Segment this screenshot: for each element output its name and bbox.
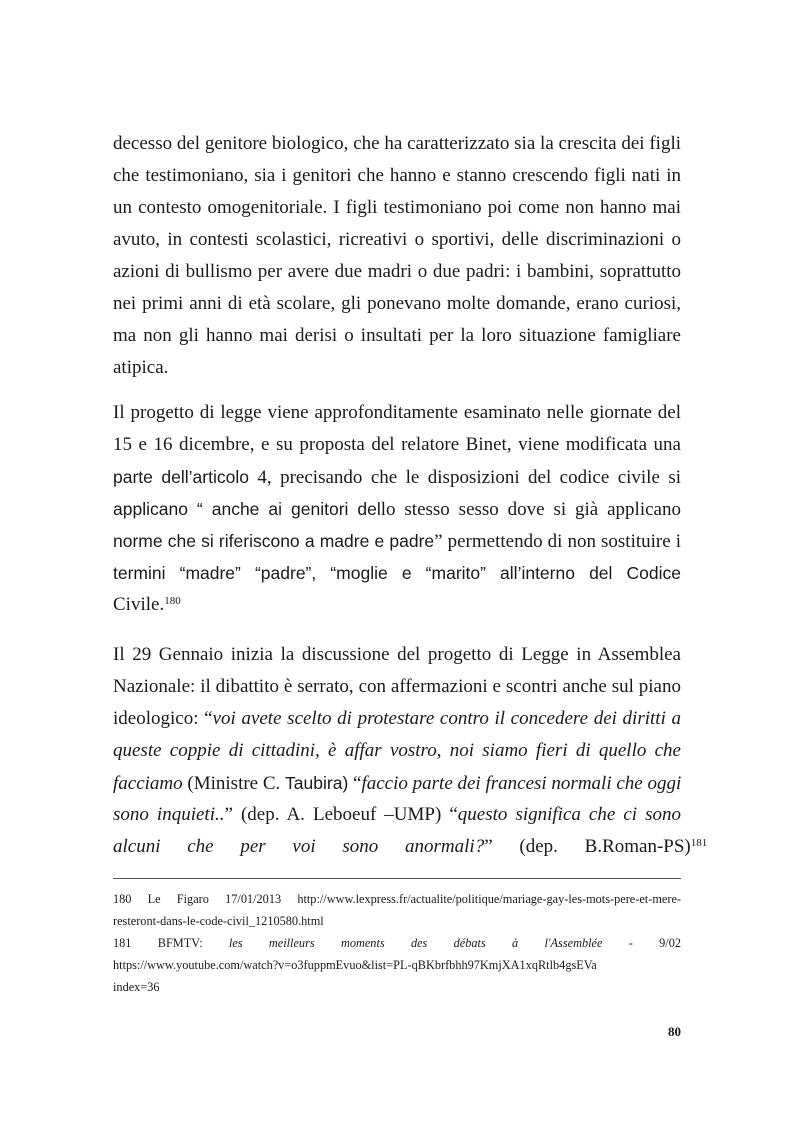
text-run: ” permettendo di non sostituire i (434, 531, 681, 552)
text-line (113, 831, 708, 863)
text-line (113, 799, 681, 831)
text-run: ” (dep. B.Roman-PS) (484, 836, 691, 857)
text-line: un contesto omogenitoriale. I figli testimoniano poi come non hanno mai (113, 197, 681, 218)
quotation: facciamo (113, 773, 183, 794)
quotation: voi avete scelto di protestare contro il concedere dei diritti a (212, 708, 681, 729)
page-number: 80 (668, 1024, 681, 1039)
text-run: (Ministre C. (182, 773, 286, 794)
text-line: Il 29 Gennaio inizia la discussione del progetto di Legge in Assemblea (113, 644, 681, 665)
speaker-name: Taubira) (285, 773, 349, 793)
text-line (113, 703, 681, 735)
text-line (113, 493, 681, 525)
text-line (113, 461, 681, 493)
footnote-date: - 9/02 (628, 936, 681, 950)
footnote-181-url[interactable]: https://www.youtube.com/watch?v=o3fuppmEvuo&list=PL-qBKbrfbhh97KmjXA1xqRtlb4gsEVa (113, 958, 597, 972)
text-run: “ (348, 773, 362, 794)
inline-quote-text: parte dell’articolo (113, 467, 249, 487)
text-line: Nazionale: il dibattito è serrato, con affermazioni e scontri anche sul piano (113, 676, 681, 697)
footnote-ref-180[interactable]: 180 (164, 595, 181, 607)
text-line: decesso del genitore biologico, che ha caratterizzato sia la crescita dei figli (113, 133, 681, 154)
text-line: ma non gli hanno mai derisi o insultati per la loro situazione famigliare (113, 325, 681, 346)
quotation-line: queste coppie di cittadini, è affar vostro, noi siamo fieri di quello che (113, 740, 681, 761)
footnote-ref-181[interactable]: 181 (690, 837, 708, 849)
quotation: sono inquieti.. (113, 804, 225, 825)
quotation: alcuni che per voi sono anormali? (113, 836, 485, 857)
footnote-source: BFMTV: (157, 936, 203, 950)
text-line: termini “madre” “padre”, “moglie e “marito” all’interno del Codice (113, 563, 681, 583)
text-run: Civile. (113, 594, 165, 615)
text-line: 15 e 16 dicembre, e su proposta del relatore Binet, viene modificata una (113, 434, 681, 455)
footnote-separator (113, 878, 681, 879)
quotation: faccio parte dei francesi normali che oggi (361, 773, 682, 794)
text-run: ideologico: “ (113, 708, 213, 729)
text-line (113, 767, 681, 799)
text-line: Il progetto di legge viene approfonditamente esaminato nelle giornate del (113, 402, 681, 423)
text-run: 4, precisando che le disposizioni del codice civile si (248, 467, 681, 488)
text-line: che testimoniano, sia i genitori che hanno e stanno crescendo figli nati in (113, 165, 681, 186)
text-line: atipica. (113, 357, 169, 378)
text-line (113, 525, 681, 557)
footnote-181-url-continued[interactable]: index=36 (113, 980, 160, 994)
inline-quote-text: norme che si riferiscono a madre e padre (113, 531, 435, 551)
quotation: questo significa che ci sono (457, 804, 681, 825)
text-run: lo stesso sesso dove si già applicano (380, 499, 681, 520)
footnote-title: les meilleurs moments des débats à l'Assemblée (228, 936, 603, 950)
text-run: ” (dep. A. Leboeuf –UMP) “ (224, 804, 458, 825)
footnote-180: 180 Le Figaro 17/01/2013 http://www.lexpress.fr/actualite/politique/mariage-gay-les-mots-pere-et-mere- (113, 892, 681, 906)
text-line: avuto, in contesti scolastici, ricreativi o sportivi, delle discriminazioni o (113, 229, 681, 250)
inline-quote-text: applicano “ anche ai genitori del (113, 499, 381, 519)
footnote-180-continued: resteront-dans-le-code-civil_1210580.html (113, 914, 324, 928)
text-line (113, 589, 681, 621)
text-line: nei primi anni di età scolare, gli ponevano molte domande, erano curiosi, (113, 293, 681, 314)
footnote-181 (113, 932, 681, 954)
footnote-number: 181 (113, 936, 132, 950)
text-line: azioni di bullismo per avere due madri o due padri: i bambini, soprattutto (113, 261, 681, 282)
